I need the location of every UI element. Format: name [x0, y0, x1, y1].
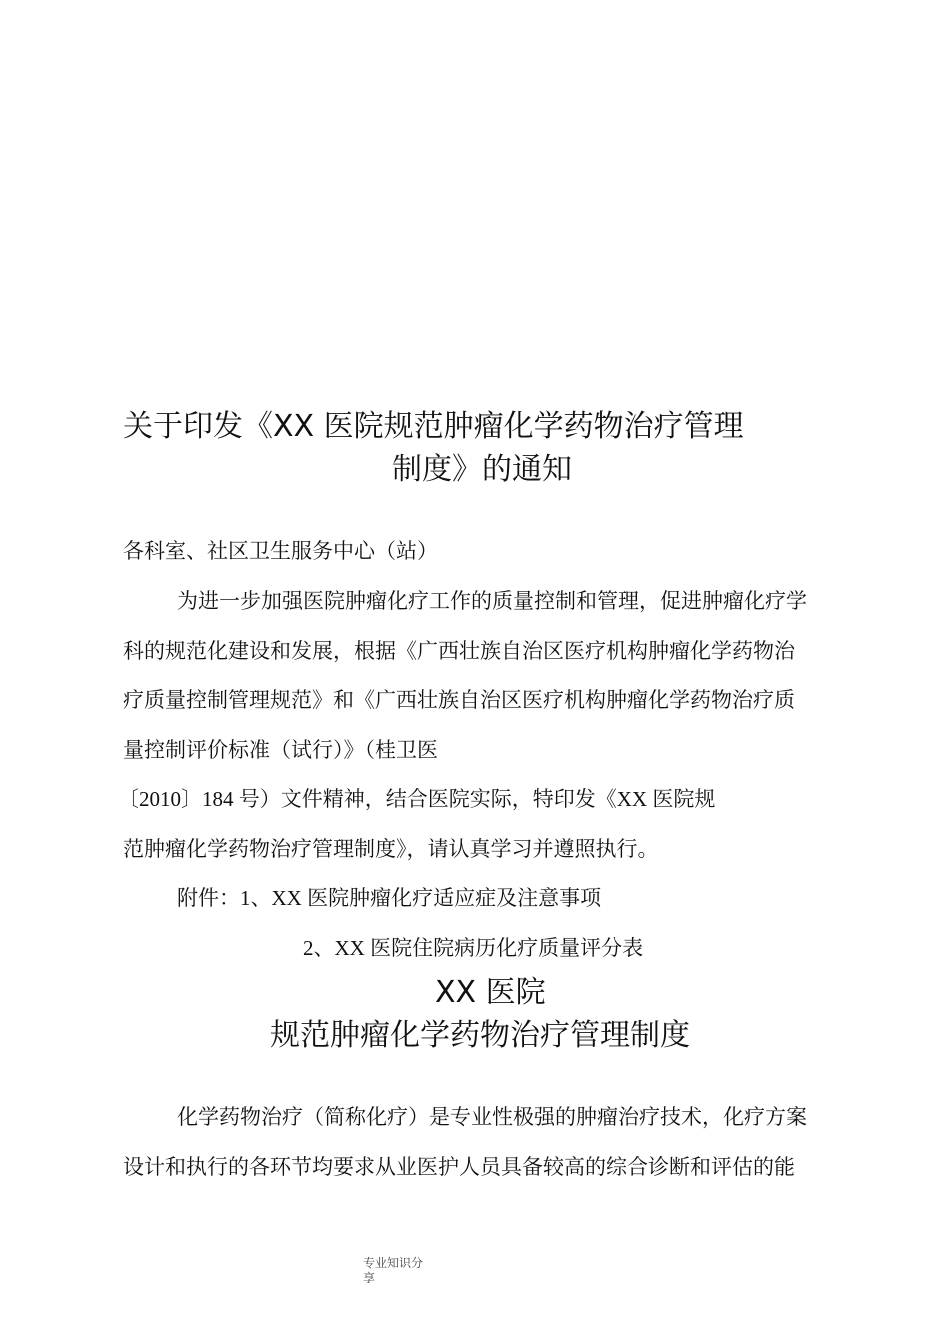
notice-body-line: 疗质量控制管理规范》和《广西壮族自治区医疗机构肿瘤化学药物治疗质 [123, 688, 795, 712]
footer-caption-line-2: 享 [363, 1271, 376, 1285]
regulation-body-line: 设计和执行的各环节均要求从业医护人员具备较高的综合诊断和评估的能 [123, 1155, 795, 1179]
notice-body-line: 〔2010〕184 号）文件精神，结合医院实际，特印发《XX 医院规 [118, 787, 716, 811]
regulation-title-line-1: XX 医院 [435, 975, 546, 1010]
notice-body-line: 量控制评价标准（试行）》（桂卫医 [123, 738, 438, 762]
notice-body-line: 科的规范化建设和发展，根据《广西壮族自治区医疗机构肿瘤化学药物治 [123, 639, 795, 663]
regulation-body-line: 化学药物治疗（简称化疗）是专业性极强的肿瘤治疗技术，化疗方案 [177, 1105, 807, 1129]
attachment-item-1: 附件：1、XX 医院肿瘤化疗适应症及注意事项 [177, 886, 602, 910]
attachment-item-2: 2、XX 医院住院病历化疗质量评分表 [303, 936, 644, 960]
regulation-title-line-2: 规范肿瘤化学药物治疗管理制度 [270, 1018, 690, 1053]
footer-caption-line-1: 专业知识分 [363, 1256, 424, 1270]
notice-addressee: 各科室、社区卫生服务中心（站） [123, 539, 438, 563]
notice-body-line: 为进一步加强医院肿瘤化疗工作的质量控制和管理，促进肿瘤化疗学 [177, 589, 807, 613]
notice-body-line: 范肿瘤化学药物治疗管理制度》，请认真学习并遵照执行。 [123, 837, 659, 861]
notice-title-line-2: 制度》的通知 [392, 452, 572, 487]
notice-title-line-1: 关于印发《XX 医院规范肿瘤化学药物治疗管理 [123, 409, 744, 444]
